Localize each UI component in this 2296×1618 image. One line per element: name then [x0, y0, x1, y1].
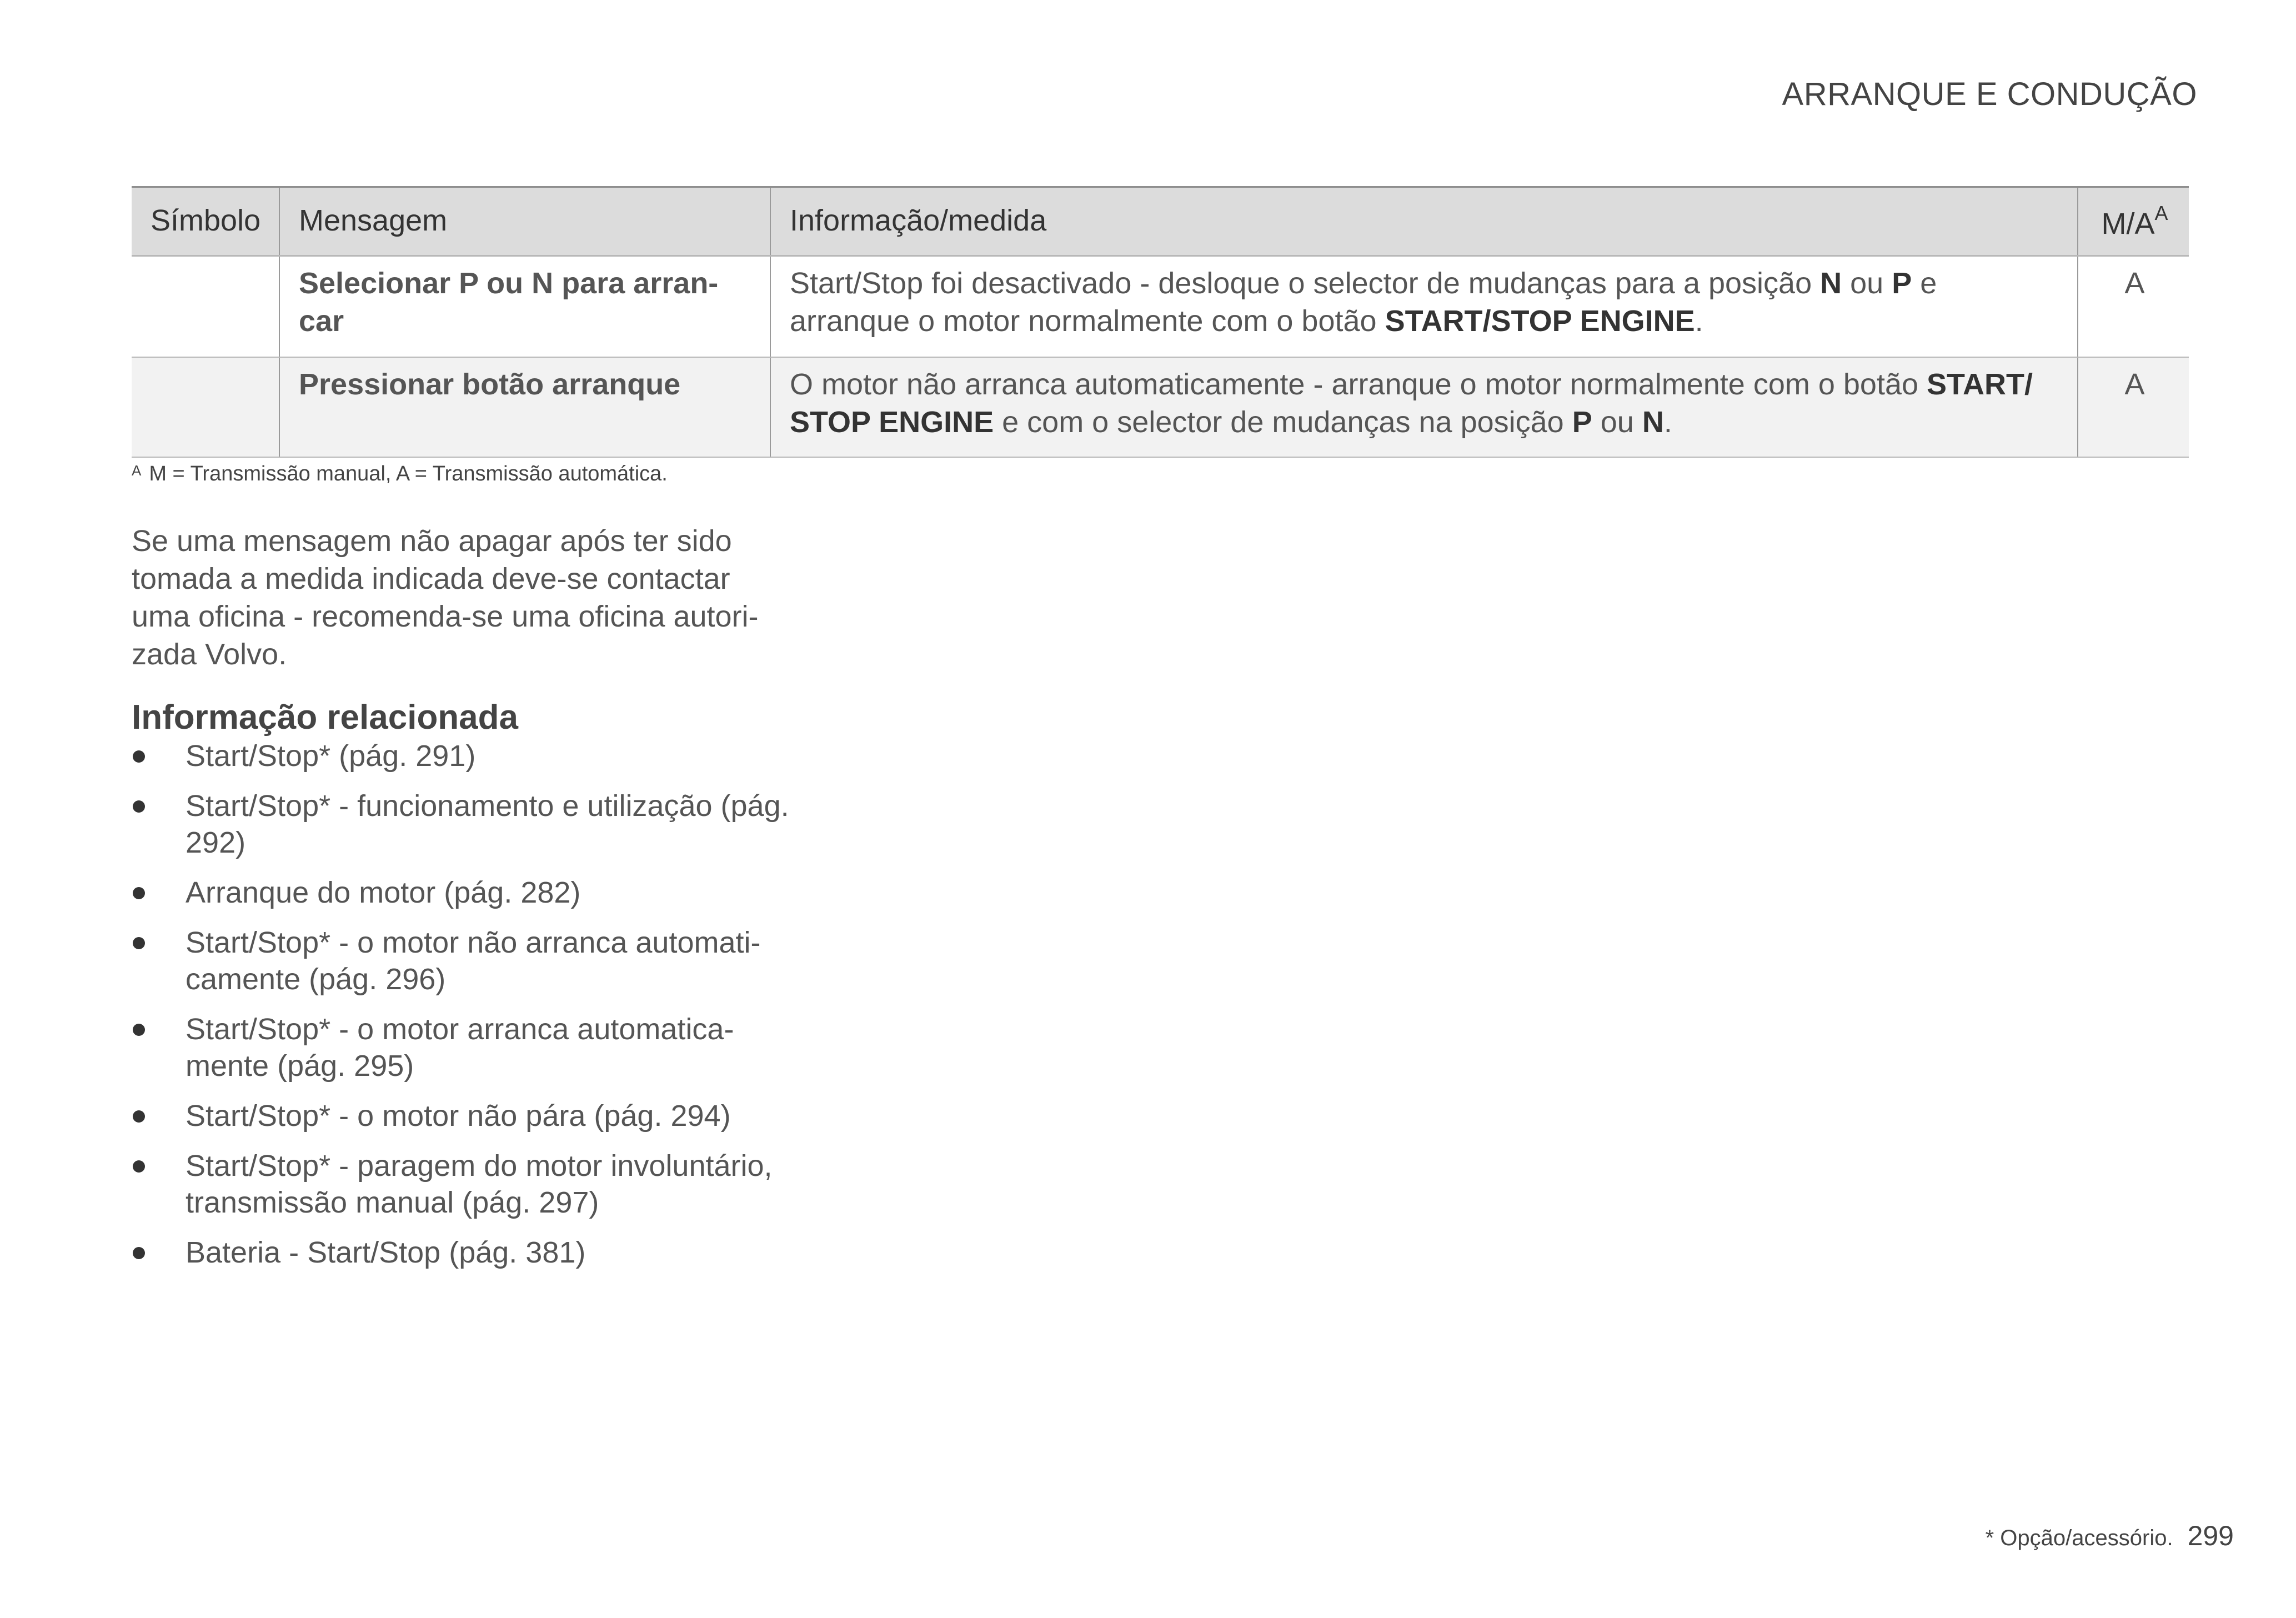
bullet-icon	[133, 937, 145, 949]
related-link[interactable]	[132, 738, 809, 774]
related-link-text: Arranque do motor (pág. 282)	[186, 876, 581, 909]
option-note: * Opção/acessório.	[1985, 1526, 2173, 1550]
table-row	[132, 256, 2189, 357]
info-text: O motor não arranca automaticamente - arranque o motor normalmente com o botão	[790, 367, 1927, 401]
info-keyword: START/ STOP ENGINE	[790, 367, 2033, 439]
bullet-icon	[133, 1247, 145, 1259]
info-text: Start/Stop foi desactivado - desloque o selector de mudanças para a posição	[790, 267, 1821, 300]
column-header-info: Informação/medida	[770, 187, 2078, 256]
info-text: .	[1663, 405, 1672, 439]
info-text: .	[1695, 304, 1703, 338]
info-keyword: START/STOP ENGINE	[1385, 304, 1695, 338]
message-cell: Pressionar botão arranque	[279, 357, 770, 457]
info-text: e arranque o motor normalmente com o botão	[790, 267, 1937, 338]
footnote-ref: A	[2154, 202, 2168, 224]
bullet-icon	[133, 750, 145, 763]
bullet-icon	[133, 887, 145, 899]
related-link[interactable]	[132, 1098, 809, 1134]
info-text: ou	[1842, 267, 1892, 300]
related-link-text: Start/Stop* - o motor não arranca automati-camente (pág. 296)	[186, 926, 761, 996]
related-link-text: Start/Stop* - o motor não pára (pág. 294)	[186, 1099, 731, 1133]
message-cell: Selecionar P ou N para arran-car	[279, 256, 770, 357]
info-keyword: N	[1820, 267, 1842, 300]
info-text: ou	[1592, 405, 1642, 439]
bullet-icon	[133, 800, 145, 813]
table-header-row	[132, 187, 2189, 256]
page-footer	[1986, 1520, 2234, 1552]
related-link[interactable]	[132, 874, 809, 911]
ma-cell: A	[2078, 357, 2189, 457]
symbol-cell	[132, 357, 279, 457]
info-cell	[770, 256, 2078, 357]
related-link-text: Start/Stop* - paragem do motor involuntário, transmissão manual (pág. 297)	[186, 1149, 773, 1219]
table-row	[132, 357, 2189, 457]
bullet-icon	[133, 1024, 145, 1036]
column-header-symbol: Símbolo	[132, 187, 279, 256]
related-link[interactable]	[132, 924, 809, 998]
related-link[interactable]	[132, 788, 809, 861]
footnote-text: M = Transmissão manual, A = Transmissão automática.	[149, 462, 668, 485]
related-link-text: Start/Stop* - funcionamento e utilização (pág. 292)	[186, 789, 789, 859]
section-title: ARRANQUE E CONDUÇÃO	[1782, 76, 2197, 112]
page-number: 299	[2187, 1520, 2234, 1551]
info-keyword: P	[1572, 405, 1592, 439]
column-header-ma-label: M/A	[2101, 207, 2155, 241]
bullet-icon	[133, 1110, 145, 1123]
column-header-ma	[2078, 187, 2189, 256]
related-info-heading: Informação relacionada	[132, 698, 519, 737]
info-cell	[770, 357, 2078, 457]
related-link-text: Start/Stop* - o motor arranca automatica-mente (pág. 295)	[186, 1013, 734, 1083]
footnote-mark: A	[132, 462, 142, 479]
info-keyword: P	[1892, 267, 1912, 300]
table-footnote	[132, 462, 668, 486]
related-link[interactable]	[132, 1011, 809, 1084]
bullet-icon	[133, 1160, 145, 1173]
column-header-message: Mensagem	[279, 187, 770, 256]
info-keyword: N	[1642, 405, 1664, 439]
body-paragraph: Se uma mensagem não apagar após ter sido tomada a medida indicada deve-se contactar uma oficina - recomenda-se uma oficina autori-zada Volvo.	[132, 524, 759, 671]
message-table	[132, 186, 2189, 458]
symbol-cell	[132, 256, 279, 357]
ma-cell: A	[2078, 256, 2189, 357]
related-link-text: Start/Stop* (pág. 291)	[186, 739, 476, 773]
related-link[interactable]	[132, 1148, 809, 1221]
related-info-list	[132, 738, 809, 1284]
related-link[interactable]	[132, 1234, 809, 1271]
related-link-text: Bateria - Start/Stop (pág. 381)	[186, 1236, 586, 1269]
info-text: e com o selector de mudanças na posição	[994, 405, 1572, 439]
